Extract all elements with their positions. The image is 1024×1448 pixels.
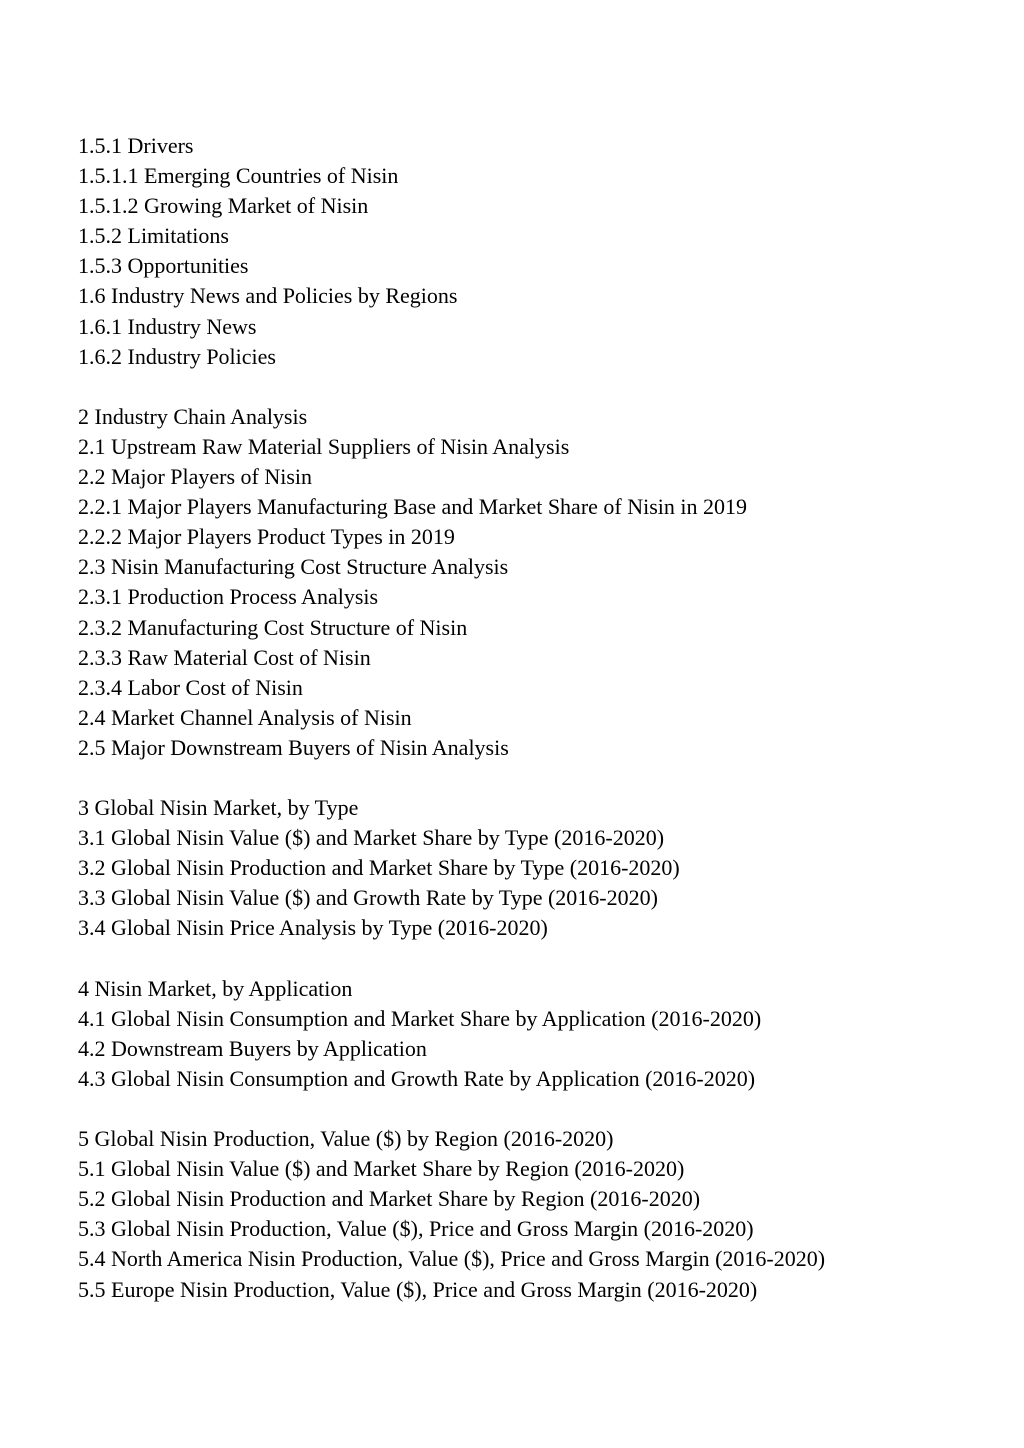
toc-entry: 1.6.2 Industry Policies [78, 343, 276, 369]
toc-entry: 2.2 Major Players of Nisin [78, 464, 313, 490]
document-page [78, 131, 978, 1305]
toc-entry: 1.5.1.1 Emerging Countries of Nisin [78, 163, 399, 189]
toc-entry: 1.5.1.2 Growing Market of Nisin [78, 193, 369, 219]
section-gap [78, 763, 978, 793]
section-gap [78, 944, 978, 974]
toc-entry: 5.3 Global Nisin Production, Value ($), Price and Gross Margin (2016-2020) [78, 1216, 754, 1242]
toc-entry: 2.1 Upstream Raw Material Suppliers of Nisin Analysis [78, 433, 570, 459]
toc-entry: 5.2 Global Nisin Production and Market Share by Region (2016-2020) [78, 1186, 701, 1212]
toc-section-heading: 4 Nisin Market, by Application [78, 975, 353, 1001]
toc-entry: 1.6 Industry News and Policies by Regions [78, 283, 458, 309]
toc-entry: 2.3.2 Manufacturing Cost Structure of Nisin [78, 614, 468, 640]
toc-entry: 2.2.2 Major Players Product Types in 2019 [78, 524, 455, 550]
toc-entry: 2.5 Major Downstream Buyers of Nisin Analysis [78, 734, 509, 760]
section-gap [78, 372, 978, 402]
toc-entry: 5.4 North America Nisin Production, Value ($), Price and Gross Margin (2016-2020) [78, 1246, 826, 1272]
toc-entry: 1.6.1 Industry News [78, 313, 257, 339]
toc-entry: 5.5 Europe Nisin Production, Value ($), Price and Gross Margin (2016-2020) [78, 1276, 758, 1302]
toc-section-heading: 2 Industry Chain Analysis [78, 403, 308, 429]
toc-entry: 3.4 Global Nisin Price Analysis by Type (2016-2020) [78, 915, 548, 941]
toc-entry: 5.1 Global Nisin Value ($) and Market Share by Region (2016-2020) [78, 1156, 685, 1182]
toc-entry: 4.1 Global Nisin Consumption and Market Share by Application (2016-2020) [78, 1005, 762, 1031]
toc-entry: 2.2.1 Major Players Manufacturing Base and Market Share of Nisin in 2019 [78, 494, 748, 520]
section-gap [78, 1094, 978, 1124]
toc-entry: 2.3.3 Raw Material Cost of Nisin [78, 644, 371, 670]
toc-entry: 4.2 Downstream Buyers by Application [78, 1035, 427, 1061]
toc-entry: 2.3.4 Labor Cost of Nisin [78, 674, 303, 700]
toc-entry: 3.2 Global Nisin Production and Market Share by Type (2016-2020) [78, 855, 680, 881]
toc-section-heading: 5 Global Nisin Production, Value ($) by Region (2016-2020) [78, 1126, 614, 1152]
toc-entry: 3.3 Global Nisin Value ($) and Growth Rate by Type (2016-2020) [78, 885, 658, 911]
toc-entry: 2.4 Market Channel Analysis of Nisin [78, 704, 412, 730]
toc-entry: 3.1 Global Nisin Value ($) and Market Share by Type (2016-2020) [78, 825, 665, 851]
toc-entry: 1.5.1 Drivers [78, 133, 194, 158]
toc-entry: 2.3.1 Production Process Analysis [78, 584, 379, 610]
toc-entry: 1.5.2 Limitations [78, 223, 229, 249]
toc-entry: 1.5.3 Opportunities [78, 253, 249, 279]
toc-entry: 4.3 Global Nisin Consumption and Growth Rate by Application (2016-2020) [78, 1065, 756, 1091]
toc-entry: 2.3 Nisin Manufacturing Cost Structure Analysis [78, 554, 509, 580]
toc-section-heading: 3 Global Nisin Market, by Type [78, 795, 359, 821]
